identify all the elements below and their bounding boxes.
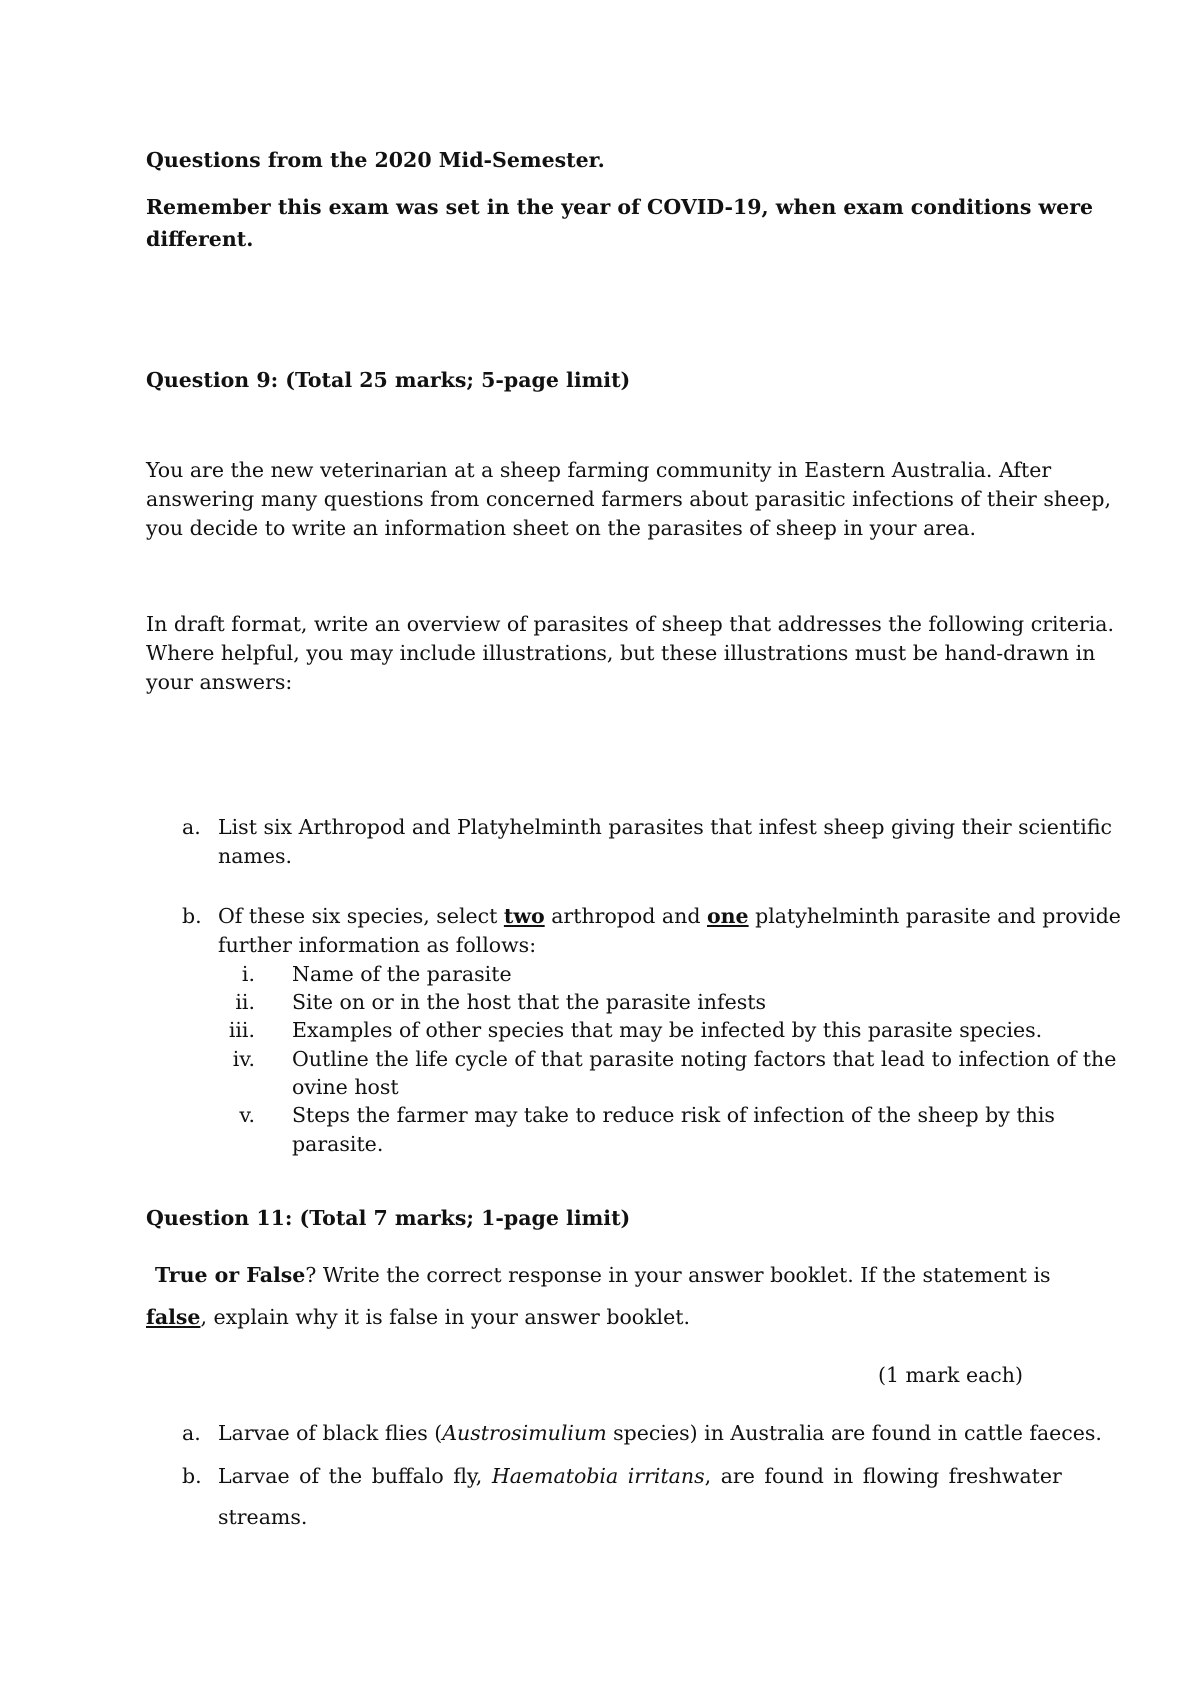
true-or-false-label: True or False [155, 1263, 306, 1287]
emphasis-two: two [503, 904, 545, 928]
q11-item-b-marker: b. [182, 1464, 202, 1488]
q11-instructions-line-2 [146, 1303, 690, 1331]
q9-item-b-text-pre: Of these six species, select [218, 904, 504, 928]
q9-item-a-line-1: List six Arthropod and Platyhelminth parasites that infest sheep giving their scientific [218, 815, 1112, 839]
q9-item-b-line-1 [218, 902, 1121, 930]
q11-instructions-text-2: , explain why it is false in your answer booklet. [200, 1305, 691, 1329]
q11-item-b-word: buffalo [371, 1464, 444, 1488]
question-11-heading: Question 11: (Total 7 marks; 1-page limit) [146, 1206, 631, 1230]
subitem-i-text: Name of the parasite [292, 962, 512, 986]
q11-instructions-line-1 [155, 1261, 1051, 1289]
species-haematobia-irritans: Haematobia irritans [491, 1464, 705, 1488]
subitem-v-text-line-1: Steps the farmer may take to reduce risk of infection of the sheep by this [292, 1103, 1055, 1127]
q11-item-b-line-1 [218, 1462, 1062, 1490]
emphasis-false: false [146, 1305, 201, 1329]
subitem-iii-text: Examples of other species that may be infected by this parasite species. [292, 1018, 1043, 1042]
q11-item-b-line-2: streams. [218, 1505, 308, 1529]
q9-item-a-line-2: names. [218, 844, 293, 868]
covid-note-line-2: different. [146, 227, 254, 251]
q11-item-b-word: flowing [862, 1464, 940, 1488]
subitem-iv-marker: iv. [232, 1047, 255, 1071]
document-title: Questions from the 2020 Mid-Semester. [146, 148, 605, 172]
q9-item-b-line-2: further information as follows: [218, 933, 537, 957]
q9-item-b-text-post: platyhelminth parasite and provide [748, 904, 1121, 928]
q11-item-a-pre: Larvae of black flies ( [218, 1421, 443, 1445]
q11-item-b-word: of [299, 1464, 320, 1488]
q9-paragraph-2-line-2: Where helpful, you may include illustrations, but these illustrations must be hand-drawn in [146, 641, 1096, 665]
q11-item-b-word: , [704, 1464, 712, 1488]
subitem-iv-text-line-1: Outline the life cycle of that parasite noting factors that lead to infection of the [292, 1047, 1117, 1071]
q11-item-b-word: found [764, 1464, 824, 1488]
q11-instructions-text: ? Write the correct response in your answer booklet. If the statement is [305, 1263, 1051, 1287]
emphasis-one: one [706, 904, 749, 928]
q11-item-b-word: in [833, 1464, 854, 1488]
q11-item-b-word: are [720, 1464, 755, 1488]
marks-note: (1 mark each) [878, 1363, 1023, 1387]
q11-item-a-post: species) in Australia are found in cattle faeces. [606, 1421, 1102, 1445]
covid-note-line-1: Remember this exam was set in the year of COVID-19, when exam conditions were [146, 195, 1094, 219]
q9-paragraph-2-line-1: In draft format, write an overview of parasites of sheep that addresses the following criteria. [146, 612, 1114, 636]
q11-item-a-text [218, 1419, 1102, 1447]
subitem-i-marker: i. [241, 962, 255, 986]
species-austrosimulium: Austrosimulium [442, 1421, 607, 1445]
subitem-ii-marker: ii. [235, 990, 255, 1014]
question-9-heading: Question 9: (Total 25 marks; 5-page limit) [146, 368, 631, 392]
q11-item-b-word: fly, [453, 1464, 483, 1488]
q9-paragraph-1-line-2: answering many questions from concerned farmers about parasitic infections of their sheep, [146, 487, 1111, 511]
q9-item-b-marker: b. [182, 904, 202, 928]
subitem-iii-marker: iii. [228, 1018, 255, 1042]
subitem-v-marker: v. [239, 1103, 255, 1127]
q9-item-a-marker: a. [182, 815, 201, 839]
subitem-ii-text: Site on or in the host that the parasite infests [292, 990, 766, 1014]
q9-paragraph-1-line-3: you decide to write an information sheet on the parasites of sheep in your area. [146, 516, 976, 540]
q9-item-b-text-mid: arthropod and [544, 904, 707, 928]
q11-item-a-marker: a. [182, 1421, 201, 1445]
q11-item-b-word: Larvae [218, 1464, 290, 1488]
subitem-v-text-line-2: parasite. [292, 1132, 384, 1156]
q9-paragraph-1-line-1: You are the new veterinarian at a sheep farming community in Eastern Australia. After [146, 458, 1052, 482]
q11-item-b-word: freshwater [948, 1464, 1062, 1488]
q9-paragraph-2-line-3: your answers: [146, 670, 293, 694]
subitem-iv-text-line-2: ovine host [292, 1075, 399, 1099]
q11-item-b-word: the [328, 1464, 363, 1488]
